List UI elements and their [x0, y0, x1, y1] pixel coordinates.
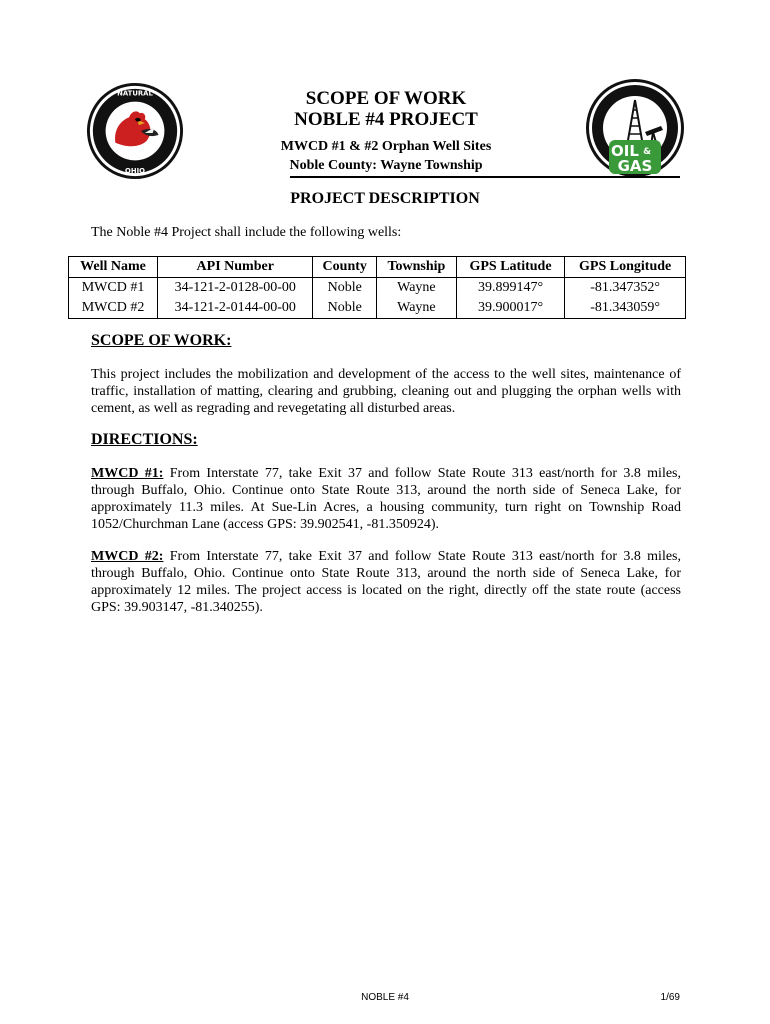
header-township: Township — [377, 257, 457, 278]
header-gps-latitude: GPS Latitude — [456, 257, 565, 278]
svg-text:OIL: OIL — [611, 142, 639, 160]
cell-township: Wayne — [377, 278, 457, 299]
title-line-1: SCOPE OF WORK — [305, 88, 467, 109]
svg-text:NATURAL: NATURAL — [117, 89, 153, 98]
header-gps-longitude: GPS Longitude — [565, 257, 686, 278]
subtitle-line-1: MWCD #1 & #2 Orphan Well Sites — [280, 139, 492, 154]
table-row — [69, 298, 686, 319]
cell-api-number: 34-121-2-0144-00-00 — [158, 298, 313, 319]
mwcd2-label: MWCD #2: — [91, 549, 164, 564]
scope-of-work-heading: SCOPE OF WORK: — [91, 332, 232, 349]
table-header-row — [69, 257, 686, 278]
project-intro-text: The Noble #4 Project shall include the following wells: — [91, 225, 402, 240]
mwcd2-text: From Interstate 77, take Exit 37 and follow State Route 313 east/north for 3.8 miles, through Buffalo, Ohio. Continue onto State Route 313, around the north side of Seneca Lake, for approximately 12 miles. The project access is located on the right, directly off the state route (access GPS: 39.903147, -81.340255). — [91, 549, 681, 615]
header-api-number: API Number — [158, 257, 313, 278]
cell-township: Wayne — [377, 298, 457, 319]
cell-gps-latitude: 39.900017° — [456, 298, 565, 319]
mwcd1-text: From Interstate 77, take Exit 37 and follow State Route 313 east/north for 3.8 miles, through Buffalo, Ohio. Continue onto State Route 313, around the north side of Seneca Lake, for approximately 11.3 miles. At Sue-Lin Acres, a housing community, turn right on Township Road 1052/Churchman Lane (access GPS: 39.902541, -81.350924). — [91, 466, 681, 532]
directions-mwcd2-paragraph — [91, 548, 681, 616]
directions-heading: DIRECTIONS: — [91, 431, 198, 448]
title-line-2: NOBLE #4 PROJECT — [294, 109, 478, 130]
footer-page-number: 1/69 — [660, 992, 680, 1003]
header-rule-divider — [290, 176, 680, 178]
subtitle-line-2: Noble County: Wayne Township — [289, 158, 483, 173]
scope-of-work-text: This project includes the mobilization and development of the access to the well sites, maintenance of traffic, installation of matting, clearing and grubbing, cleaning out and plugging the orphan wells with cement, as well as regrading and revegetating all disturbed areas. — [91, 367, 681, 416]
table-row — [69, 278, 686, 299]
header-county: County — [313, 257, 377, 278]
cell-county: Noble — [313, 298, 377, 319]
footer-project-name: NOBLE #4 — [361, 992, 409, 1003]
wells-table — [68, 256, 686, 319]
oil-gas-seal-logo — [585, 76, 685, 180]
document-header — [200, 88, 572, 175]
cell-well-name: MWCD #1 — [69, 278, 158, 299]
header-well-name: Well Name — [69, 257, 158, 278]
svg-text:&: & — [643, 147, 651, 157]
svg-text:GAS: GAS — [617, 157, 653, 175]
cell-api-number: 34-121-2-0128-00-00 — [158, 278, 313, 299]
cell-county: Noble — [313, 278, 377, 299]
mwcd1-label: MWCD #1: — [91, 466, 164, 481]
cell-gps-latitude: 39.899147° — [456, 278, 565, 299]
odnr-seal-logo — [86, 82, 184, 180]
directions-mwcd1-paragraph — [91, 465, 681, 533]
project-description-heading: PROJECT DESCRIPTION — [290, 190, 480, 207]
cell-well-name: MWCD #2 — [69, 298, 158, 319]
cell-gps-longitude: -81.343059° — [565, 298, 686, 319]
cell-gps-longitude: -81.347352° — [565, 278, 686, 299]
svg-text:OHIO: OHIO — [125, 167, 145, 176]
